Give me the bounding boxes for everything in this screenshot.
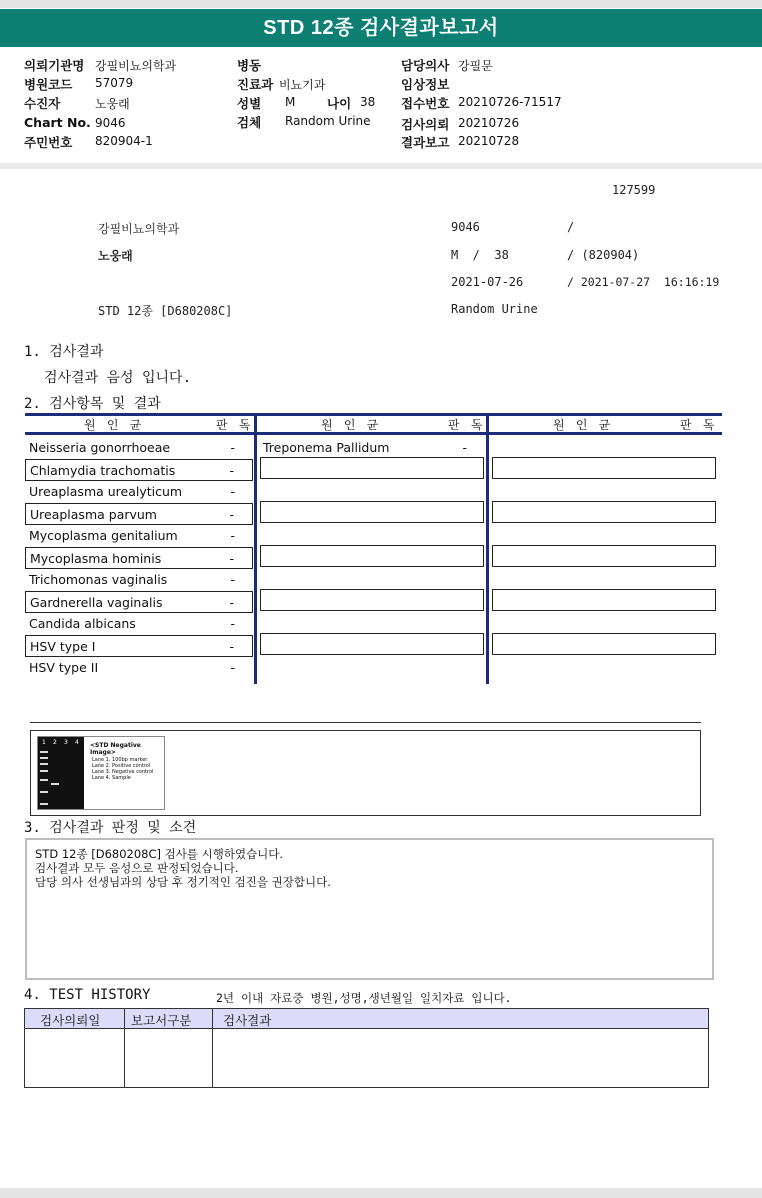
- result-row: [25, 481, 253, 503]
- section4-title: 4. TEST HISTORY: [24, 987, 151, 1003]
- info-slash: /: [567, 220, 575, 234]
- gel-band: [40, 763, 48, 765]
- lane-number: 3: [64, 739, 68, 746]
- info-test-name: STD 12종 [D680208C]: [98, 304, 233, 318]
- bottom-strip: [0, 1188, 762, 1198]
- empty-result-cell: [260, 589, 484, 611]
- empty-result-cell: [260, 501, 484, 523]
- institution-label: 의뢰기관명: [24, 58, 85, 73]
- lane-number: 4: [75, 739, 79, 746]
- info-sex-age: M / 38: [451, 248, 509, 262]
- pathogen-result: -: [230, 440, 235, 455]
- gel-legend-line: Lane 2. Positive control: [92, 763, 151, 769]
- gel-title: <STD Negative Image>: [90, 742, 141, 756]
- header-info: [0, 50, 762, 160]
- gel-legend-line: Lane 1. 100bp marker: [92, 757, 148, 763]
- gel-band: [40, 770, 48, 772]
- gel-band: [40, 751, 48, 753]
- empty-result-cell: [492, 589, 716, 611]
- specimen-value: Random Urine: [285, 114, 371, 128]
- opinion-line: 검사결과 모두 음성으로 판정되었습니다.: [35, 861, 239, 875]
- patient-value: 노웅래: [95, 97, 130, 111]
- opinion-box: [25, 838, 714, 980]
- history-col-divider: [212, 1009, 213, 1087]
- pathogen-result: -: [229, 463, 234, 478]
- report-title: STD 12종 검사결과보고서: [0, 9, 762, 47]
- col3-pathogen-header: 원 인 균: [553, 418, 613, 432]
- column-divider-1: [254, 416, 257, 684]
- result-row: [25, 437, 253, 459]
- institution-value: 강필비뇨의학과: [95, 59, 177, 73]
- empty-result-cell: [260, 457, 484, 479]
- empty-result-cell: [492, 457, 716, 479]
- info-report-datetime: / 2021-07-27 16:16:19: [567, 275, 720, 289]
- empty-result-cell: [492, 545, 716, 567]
- empty-result-cell: [492, 501, 716, 523]
- pathogen-name: Candida albicans: [29, 616, 136, 631]
- request-value: 20210726: [458, 116, 520, 130]
- gel-lanes: [38, 737, 84, 809]
- pathogen-name: Treponema Pallidum: [263, 440, 390, 455]
- col1-pathogen-header: 원 인 균: [84, 418, 144, 432]
- col2-pathogen-header: 원 인 균: [321, 418, 381, 432]
- pathogen-result: -: [230, 572, 235, 587]
- pathogen-name: Mycoplasma hominis: [30, 551, 162, 566]
- pathogen-name: Chlamydia trachomatis: [30, 463, 176, 478]
- clinical-label: 임상정보: [401, 77, 450, 92]
- history-table: [24, 1008, 709, 1088]
- pathogen-result: -: [229, 595, 234, 610]
- request-label: 검사의뢰: [401, 117, 450, 132]
- gel-band: [51, 783, 59, 785]
- result-row: [25, 503, 253, 525]
- pathogen-result: -: [230, 484, 235, 499]
- info-patient: 노웅래: [98, 249, 133, 263]
- hospital-code-label: 병원코드: [24, 77, 73, 92]
- gel-band: [40, 803, 48, 805]
- pathogen-result: -: [462, 440, 467, 455]
- age-value: 38: [360, 95, 376, 109]
- report-value: 20210728: [458, 134, 520, 148]
- col2-result-header: 판 독: [448, 418, 485, 432]
- dept-value: 비뇨기과: [279, 78, 326, 92]
- section2-title: 2. 검사항목 및 결과: [24, 396, 161, 412]
- gel-legend-line: Lane 3. Negative control: [92, 769, 154, 775]
- info-request-date: 2021-07-26: [451, 275, 524, 289]
- col1-result-header: 판 독: [216, 418, 253, 432]
- pathogen-name: Gardnerella vaginalis: [30, 595, 163, 610]
- pathogen-name: Ureaplasma parvum: [30, 507, 157, 522]
- report-label: 결과보고: [401, 135, 450, 150]
- pathogen-name: Neisseria gonorrhoeae: [29, 440, 171, 455]
- gel-band: [40, 757, 48, 759]
- pathogen-name: HSV type I: [30, 639, 96, 654]
- opinion-line: STD 12종 [D680208C] 검사를 시행하였습니다.: [35, 847, 284, 861]
- sex-label: 성별: [237, 96, 262, 111]
- pathogen-name: Ureaplasma urealyticum: [29, 484, 183, 499]
- resident-value: 820904-1: [95, 134, 153, 148]
- report-serial: 127599: [612, 183, 656, 197]
- pathogen-result: -: [230, 660, 235, 675]
- result-row: [25, 591, 253, 613]
- pathogen-result: -: [229, 507, 234, 522]
- result-row: [25, 459, 253, 481]
- info-institution: 강필비뇨의학과: [98, 222, 180, 236]
- result-row: [25, 547, 253, 569]
- history-header-request-date: 검사의뢰일: [40, 1013, 101, 1028]
- gel-band: [40, 791, 48, 793]
- ward-label: 병동: [237, 58, 262, 73]
- age-label: 나이: [327, 96, 352, 111]
- pathogen-result: -: [230, 528, 235, 543]
- section1-summary: 검사결과 음성 입니다.: [44, 370, 192, 386]
- dept-label: 진료과: [237, 77, 274, 92]
- empty-result-cell: [260, 633, 484, 655]
- gel-band: [40, 779, 48, 781]
- patient-label: 수진자: [24, 96, 61, 111]
- history-header-report-type: 보고서구분: [131, 1013, 192, 1028]
- empty-result-cell: [260, 545, 484, 567]
- chart-value: 9046: [95, 116, 126, 130]
- history-table-header: [25, 1009, 708, 1029]
- info-chart: 9046: [451, 220, 480, 234]
- history-note: 2년 이내 자료중 병원,성명,생년월일 일치자료 입니다.: [216, 991, 512, 1005]
- result-row: [25, 635, 253, 657]
- history-col-divider: [124, 1009, 125, 1087]
- opinion-line: 담당 의사 선생님과의 상담 후 정기적인 검진을 권장합니다.: [35, 875, 331, 889]
- info-birth: / (820904): [567, 248, 640, 262]
- gel-legend-line: Lane 4. Sample: [92, 775, 131, 781]
- result-row: [25, 657, 253, 679]
- chart-label: Chart No.: [24, 115, 91, 130]
- specimen-label: 검체: [237, 115, 262, 130]
- header-separator: [0, 163, 762, 169]
- receipt-label: 접수번호: [401, 96, 450, 111]
- doctor-value: 강필문: [458, 59, 493, 73]
- receipt-value: 20210726-71517: [458, 95, 562, 109]
- sex-value: M: [285, 95, 296, 109]
- lane-number: 2: [53, 739, 57, 746]
- pathogen-name: HSV type II: [29, 660, 99, 675]
- column-divider-2: [486, 416, 489, 684]
- result-row: [25, 569, 253, 591]
- pathogen-result: -: [230, 616, 235, 631]
- pathogen-name: Mycoplasma genitalium: [29, 528, 178, 543]
- pathogen-result: -: [229, 639, 234, 654]
- result-row: [25, 613, 253, 635]
- top-strip: [0, 0, 762, 8]
- result-row: [259, 437, 485, 459]
- empty-result-cell: [492, 633, 716, 655]
- hospital-code-value: 57079: [95, 76, 134, 90]
- result-row: [25, 525, 253, 547]
- section3-title: 3. 검사결과 판정 및 소견: [24, 820, 197, 836]
- col3-result-header: 판 독: [680, 418, 717, 432]
- section1-title: 1. 검사결과: [24, 344, 104, 360]
- gel-image: [37, 736, 165, 810]
- doctor-label: 담당의사: [401, 58, 450, 73]
- lane-number: 1: [42, 739, 46, 746]
- image-top-rule: [30, 722, 701, 723]
- resident-label: 주민번호: [24, 135, 73, 150]
- info-specimen: Random Urine: [451, 302, 538, 316]
- history-header-result: 검사결과: [223, 1013, 272, 1028]
- pathogen-name: Trichomonas vaginalis: [29, 572, 168, 587]
- pathogen-result: -: [229, 551, 234, 566]
